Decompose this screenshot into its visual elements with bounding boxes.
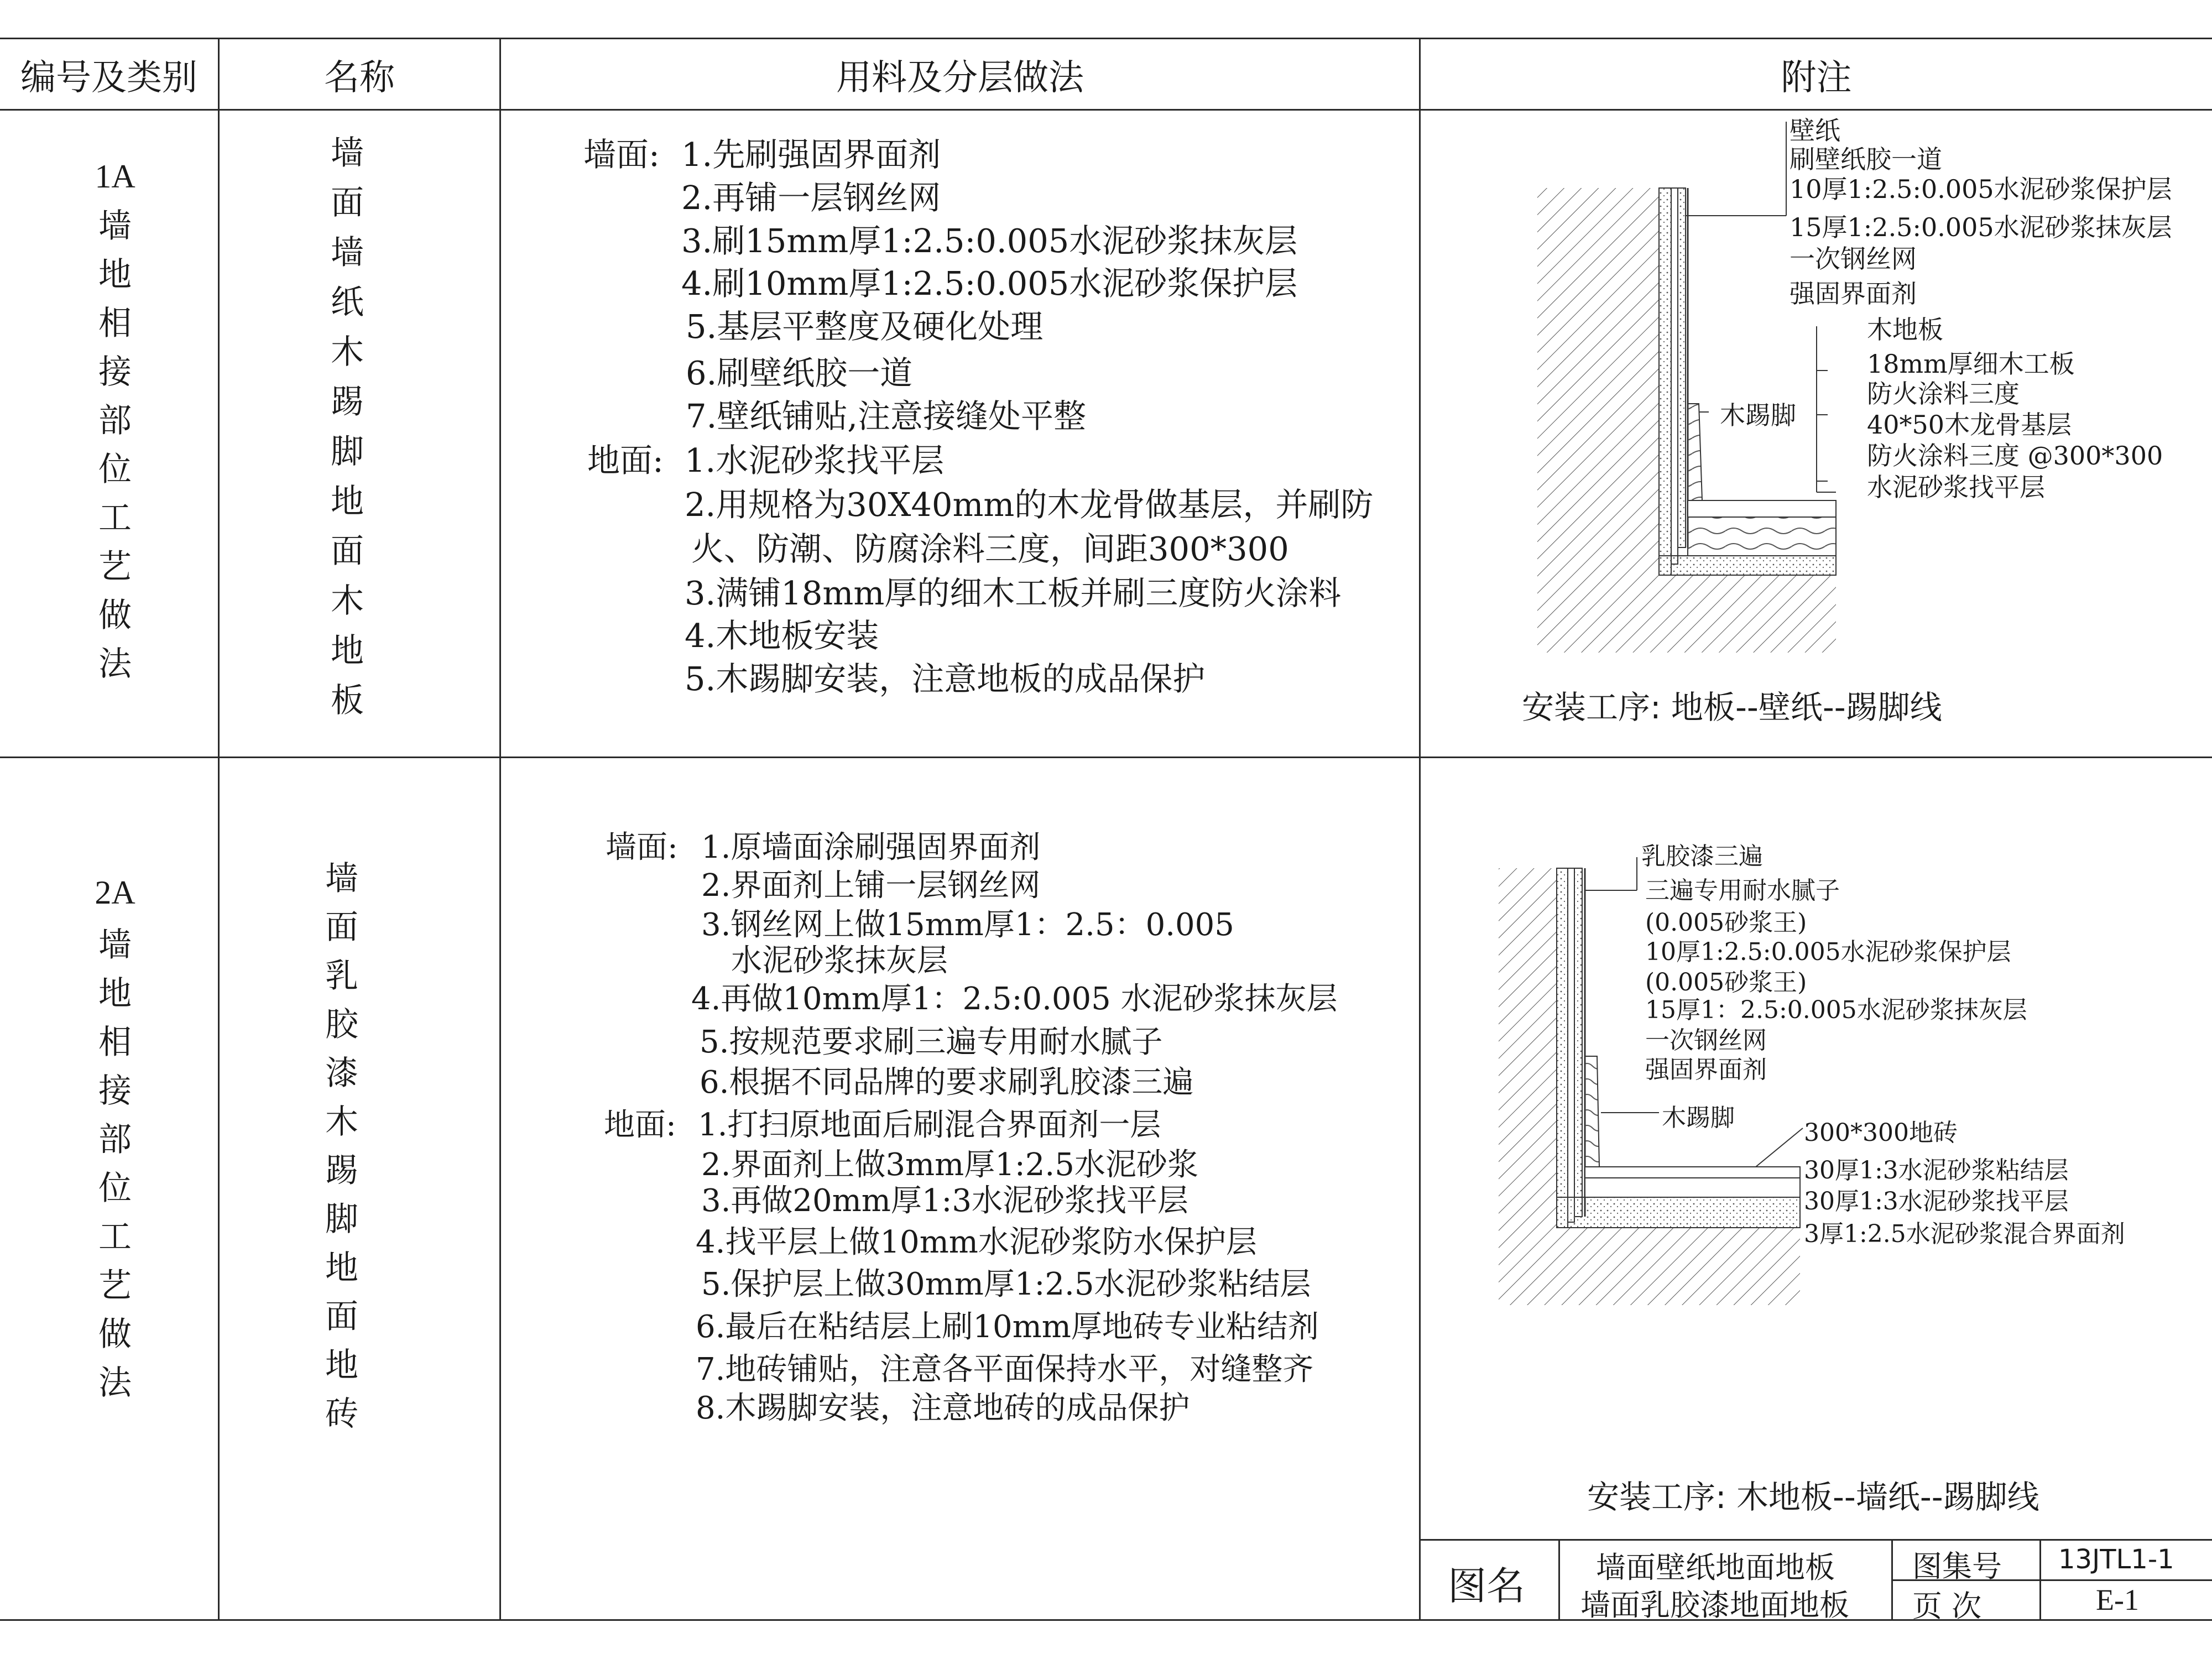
table-bottom-border — [0, 1619, 2212, 1621]
row1-wall-step: 2.再铺一层钢丝网 — [681, 179, 941, 217]
row2-category — [98, 921, 132, 1407]
char: 地 — [98, 255, 132, 294]
row-divider — [0, 757, 2212, 758]
row2-floor-step: 6.最后在粘结层上刷10mm厚地砖专业粘结剂 — [696, 1309, 1319, 1345]
row1-floor-prefix: 地面: — [587, 441, 664, 479]
row2-diagram-floor-label: 30厚1:3水泥砂浆找平层 — [1804, 1187, 2069, 1215]
col-divider-3 — [1419, 38, 1421, 1621]
row2-wall-step: 3.钢丝网上做15mm厚1：2.5：0.005 — [701, 907, 1234, 943]
char: 面 — [331, 532, 364, 571]
row1-diagram-floor-label: 40*50木龙骨基层 — [1867, 410, 2072, 440]
row1-wall-step: 6.刷壁纸胶一道 — [686, 354, 913, 392]
char: 胶 — [325, 1005, 358, 1044]
char: 做 — [98, 596, 132, 635]
row2-skirting-label: 木踢脚 — [1662, 1104, 1735, 1132]
row2-diagram-wall-label: 三遍专用耐水腻子 — [1645, 877, 1840, 905]
char: 艺 — [98, 1266, 132, 1305]
row1-diagram-wall-label: 强固界面剂 — [1790, 279, 1917, 309]
char: 法 — [98, 645, 132, 684]
drawing-name: 墙面乳胶漆地面地板 — [1580, 1588, 1849, 1623]
row2-wall-step: 6.根据不同品牌的要求刷乳胶漆三遍 — [700, 1065, 1194, 1100]
header-name: 名称 — [324, 58, 395, 98]
row1-wall-step: 3.刷15mm厚1:2.5:0.005水泥砂浆抹灰层 — [681, 222, 1298, 260]
char: 艺 — [98, 547, 132, 586]
row2-floor-step: 8.木踢脚安装，注意地砖的成品保护 — [696, 1390, 1190, 1426]
char: 工 — [98, 499, 132, 538]
row1-diagram-wall-label: 壁纸 — [1790, 116, 1840, 145]
row1-diagram-wall-label: 10厚1:2.5:0.005水泥砂浆保护层 — [1790, 174, 2172, 204]
row1-wall-step: 1.先刷强固界面剂 — [681, 135, 941, 174]
row2-diagram-wall-label: (0.005砂浆王) — [1645, 968, 1807, 997]
char: 面 — [325, 1297, 358, 1336]
row1-wall-prefix: 墙面: — [583, 135, 660, 174]
row1-diagram-floor-label: 防火涂料三度 @300*300 — [1867, 441, 2163, 471]
row2-diagram-floor-label: 3厚1:2.5水泥砂浆混合界面剂 — [1804, 1220, 2125, 1248]
row1-floor-step: 5.木踢脚安装，注意地板的成品保护 — [685, 660, 1206, 698]
char: 接 — [98, 353, 132, 392]
col-divider-2 — [499, 38, 501, 1621]
row2-floor-prefix: 地面: — [604, 1107, 676, 1143]
char: 乳 — [325, 957, 358, 995]
row1-floor-step: 4.木地板安装 — [685, 617, 879, 655]
char: 脚 — [331, 432, 364, 471]
atlas-no-label: 图集号 — [1912, 1549, 2002, 1584]
drawing-name: 墙面壁纸地面地板 — [1596, 1550, 1835, 1585]
char: 木 — [325, 1103, 358, 1141]
char: 漆 — [325, 1054, 358, 1093]
char: 墙 — [325, 859, 358, 898]
row2-diagram-floor-label: 300*300地砖 — [1804, 1119, 1958, 1147]
row2-diagram-wall-label: 10厚1:2.5:0.005水泥砂浆保护层 — [1645, 938, 2011, 966]
row2-floor-step: 3.再做20mm厚1:3水泥砂浆找平层 — [701, 1183, 1189, 1219]
char: 踢 — [325, 1151, 358, 1190]
row1-floor-step: 1.水泥砂浆找平层 — [685, 441, 945, 479]
page-no: E-1 — [2096, 1583, 2139, 1616]
char: 面 — [331, 184, 364, 222]
row1-name — [331, 128, 364, 726]
char: 地 — [331, 482, 364, 521]
title-block-top — [1419, 1539, 2212, 1541]
row2-floor-step: 2.界面剂上做3mm厚1:2.5水泥砂浆 — [701, 1147, 1198, 1183]
char: 法 — [98, 1364, 132, 1402]
char: 木 — [331, 582, 364, 620]
row1-install-sequence: 安装工序: 地板--壁纸--踢脚线 — [1522, 688, 1942, 726]
row2-diagram-wall-label: 强固界面剂 — [1645, 1056, 1767, 1084]
char: 地 — [98, 974, 132, 1013]
row1-floor-step: 火、防潮、防腐涂料三度，间距300*300 — [691, 530, 1289, 568]
char: 地 — [325, 1249, 358, 1287]
char: 板 — [331, 681, 364, 720]
char: 地 — [325, 1346, 358, 1385]
row1-diagram-floor-label: 防火涂料三度 — [1867, 379, 2020, 409]
row1-wall-step: 4.刷10mm厚1:2.5:0.005水泥砂浆保护层 — [681, 264, 1298, 302]
row1-diagram-wall-label: 刷壁纸胶一道 — [1790, 144, 1942, 174]
row1-floor-step: 3.满铺18mm厚的细木工板并刷三度防火涂料 — [685, 574, 1342, 612]
row1-wall-step: 7.壁纸铺贴,注意接缝处平整 — [686, 397, 1087, 435]
header-materials: 用料及分层做法 — [836, 58, 1084, 98]
row2-diagram-wall-label: 15厚1：2.5:0.005水泥砂浆抹灰层 — [1645, 996, 2027, 1024]
char: 位 — [98, 1169, 132, 1208]
char: 砖 — [325, 1395, 358, 1433]
row1-diagram-wall-label: 一次钢丝网 — [1790, 244, 1917, 274]
page-label: 页 次 — [1912, 1589, 1982, 1624]
drawing-name-label: 图名 — [1448, 1563, 1525, 1609]
row1-skirting-label: 木踢脚 — [1720, 400, 1796, 430]
row1-diagram-floor-label: 18mm厚细木工板 — [1867, 349, 2075, 379]
char: 墙 — [98, 926, 132, 964]
row2-wall-step: 1.原墙面涂刷强固界面剂 — [701, 830, 1041, 865]
row2-install-sequence: 安装工序: 木地板--墙纸--踢脚线 — [1587, 1478, 2039, 1516]
row2-wall-step: 4.再做10mm厚1：2.5:0.005 水泥砂浆抹灰层 — [691, 981, 1338, 1017]
char: 脚 — [325, 1200, 358, 1239]
row1-wall-step: 5.基层平整度及硬化处理 — [686, 307, 1044, 346]
char: 部 — [98, 1120, 132, 1159]
char: 墙 — [98, 207, 132, 246]
char: 纸 — [331, 283, 364, 322]
row1-floor-step: 2.用规格为30X40mm的木龙骨做基层，并刷防 — [685, 486, 1374, 524]
row2-wall-prefix: 墙面: — [606, 830, 678, 865]
row2-floor-step: 1.打扫原地面后刷混合界面剂一层 — [698, 1107, 1161, 1143]
row2-wall-step: 5.按规范要求刷三遍专用耐水腻子 — [700, 1024, 1163, 1060]
row2-diagram-wall-label: (0.005砂浆王) — [1645, 909, 1807, 937]
char: 接 — [98, 1072, 132, 1110]
row2-floor-step: 7.地砖铺贴，注意各平面保持水平，对缝整齐 — [696, 1352, 1314, 1387]
row1-category — [98, 202, 132, 688]
row1-diagram-wall-label: 15厚1:2.5:0.005水泥砂浆抹灰层 — [1790, 212, 2172, 242]
char: 做 — [98, 1315, 132, 1354]
char: 工 — [98, 1218, 132, 1256]
char: 相 — [98, 1023, 132, 1062]
header-code-category: 编号及类别 — [20, 58, 197, 98]
char: 踢 — [331, 383, 364, 421]
char: 墙 — [331, 134, 364, 173]
char: 位 — [98, 450, 132, 489]
row2-floor-step: 4.找平层上做10mm水泥砂浆防水保护层 — [696, 1224, 1257, 1260]
row2-wall-step: 2.界面剂上铺一层钢丝网 — [701, 868, 1041, 904]
row2-diagram-wall-label: 一次钢丝网 — [1645, 1026, 1767, 1055]
row1-code: 1A — [95, 158, 135, 195]
header-notes: 附注 — [1781, 58, 1852, 98]
row1-diagram-floor-label: 水泥砂浆找平层 — [1867, 472, 2045, 502]
char: 相 — [98, 304, 132, 343]
char: 面 — [325, 908, 358, 947]
atlas-no: 13JTL1-1 — [2058, 1544, 2174, 1575]
col-divider-1 — [218, 38, 220, 1621]
char: 部 — [98, 401, 132, 440]
char: 墙 — [331, 233, 364, 272]
row2-wall-step: 水泥砂浆抹灰层 — [731, 943, 948, 979]
row2-floor-step: 5.保护层上做30mm厚1:2.5水泥砂浆粘结层 — [701, 1266, 1311, 1302]
row2-code: 2A — [95, 874, 135, 911]
row2-diagram-wall-label: 乳胶漆三遍 — [1641, 842, 1763, 870]
char: 木 — [331, 333, 364, 372]
row2-name — [325, 854, 358, 1438]
row2-diagram-floor-label: 30厚1:3水泥砂浆粘结层 — [1804, 1156, 2069, 1185]
row1-diagram-floor-label: 木地板 — [1867, 315, 1943, 345]
char: 地 — [331, 632, 364, 670]
title-block-div-1 — [1558, 1539, 1560, 1621]
